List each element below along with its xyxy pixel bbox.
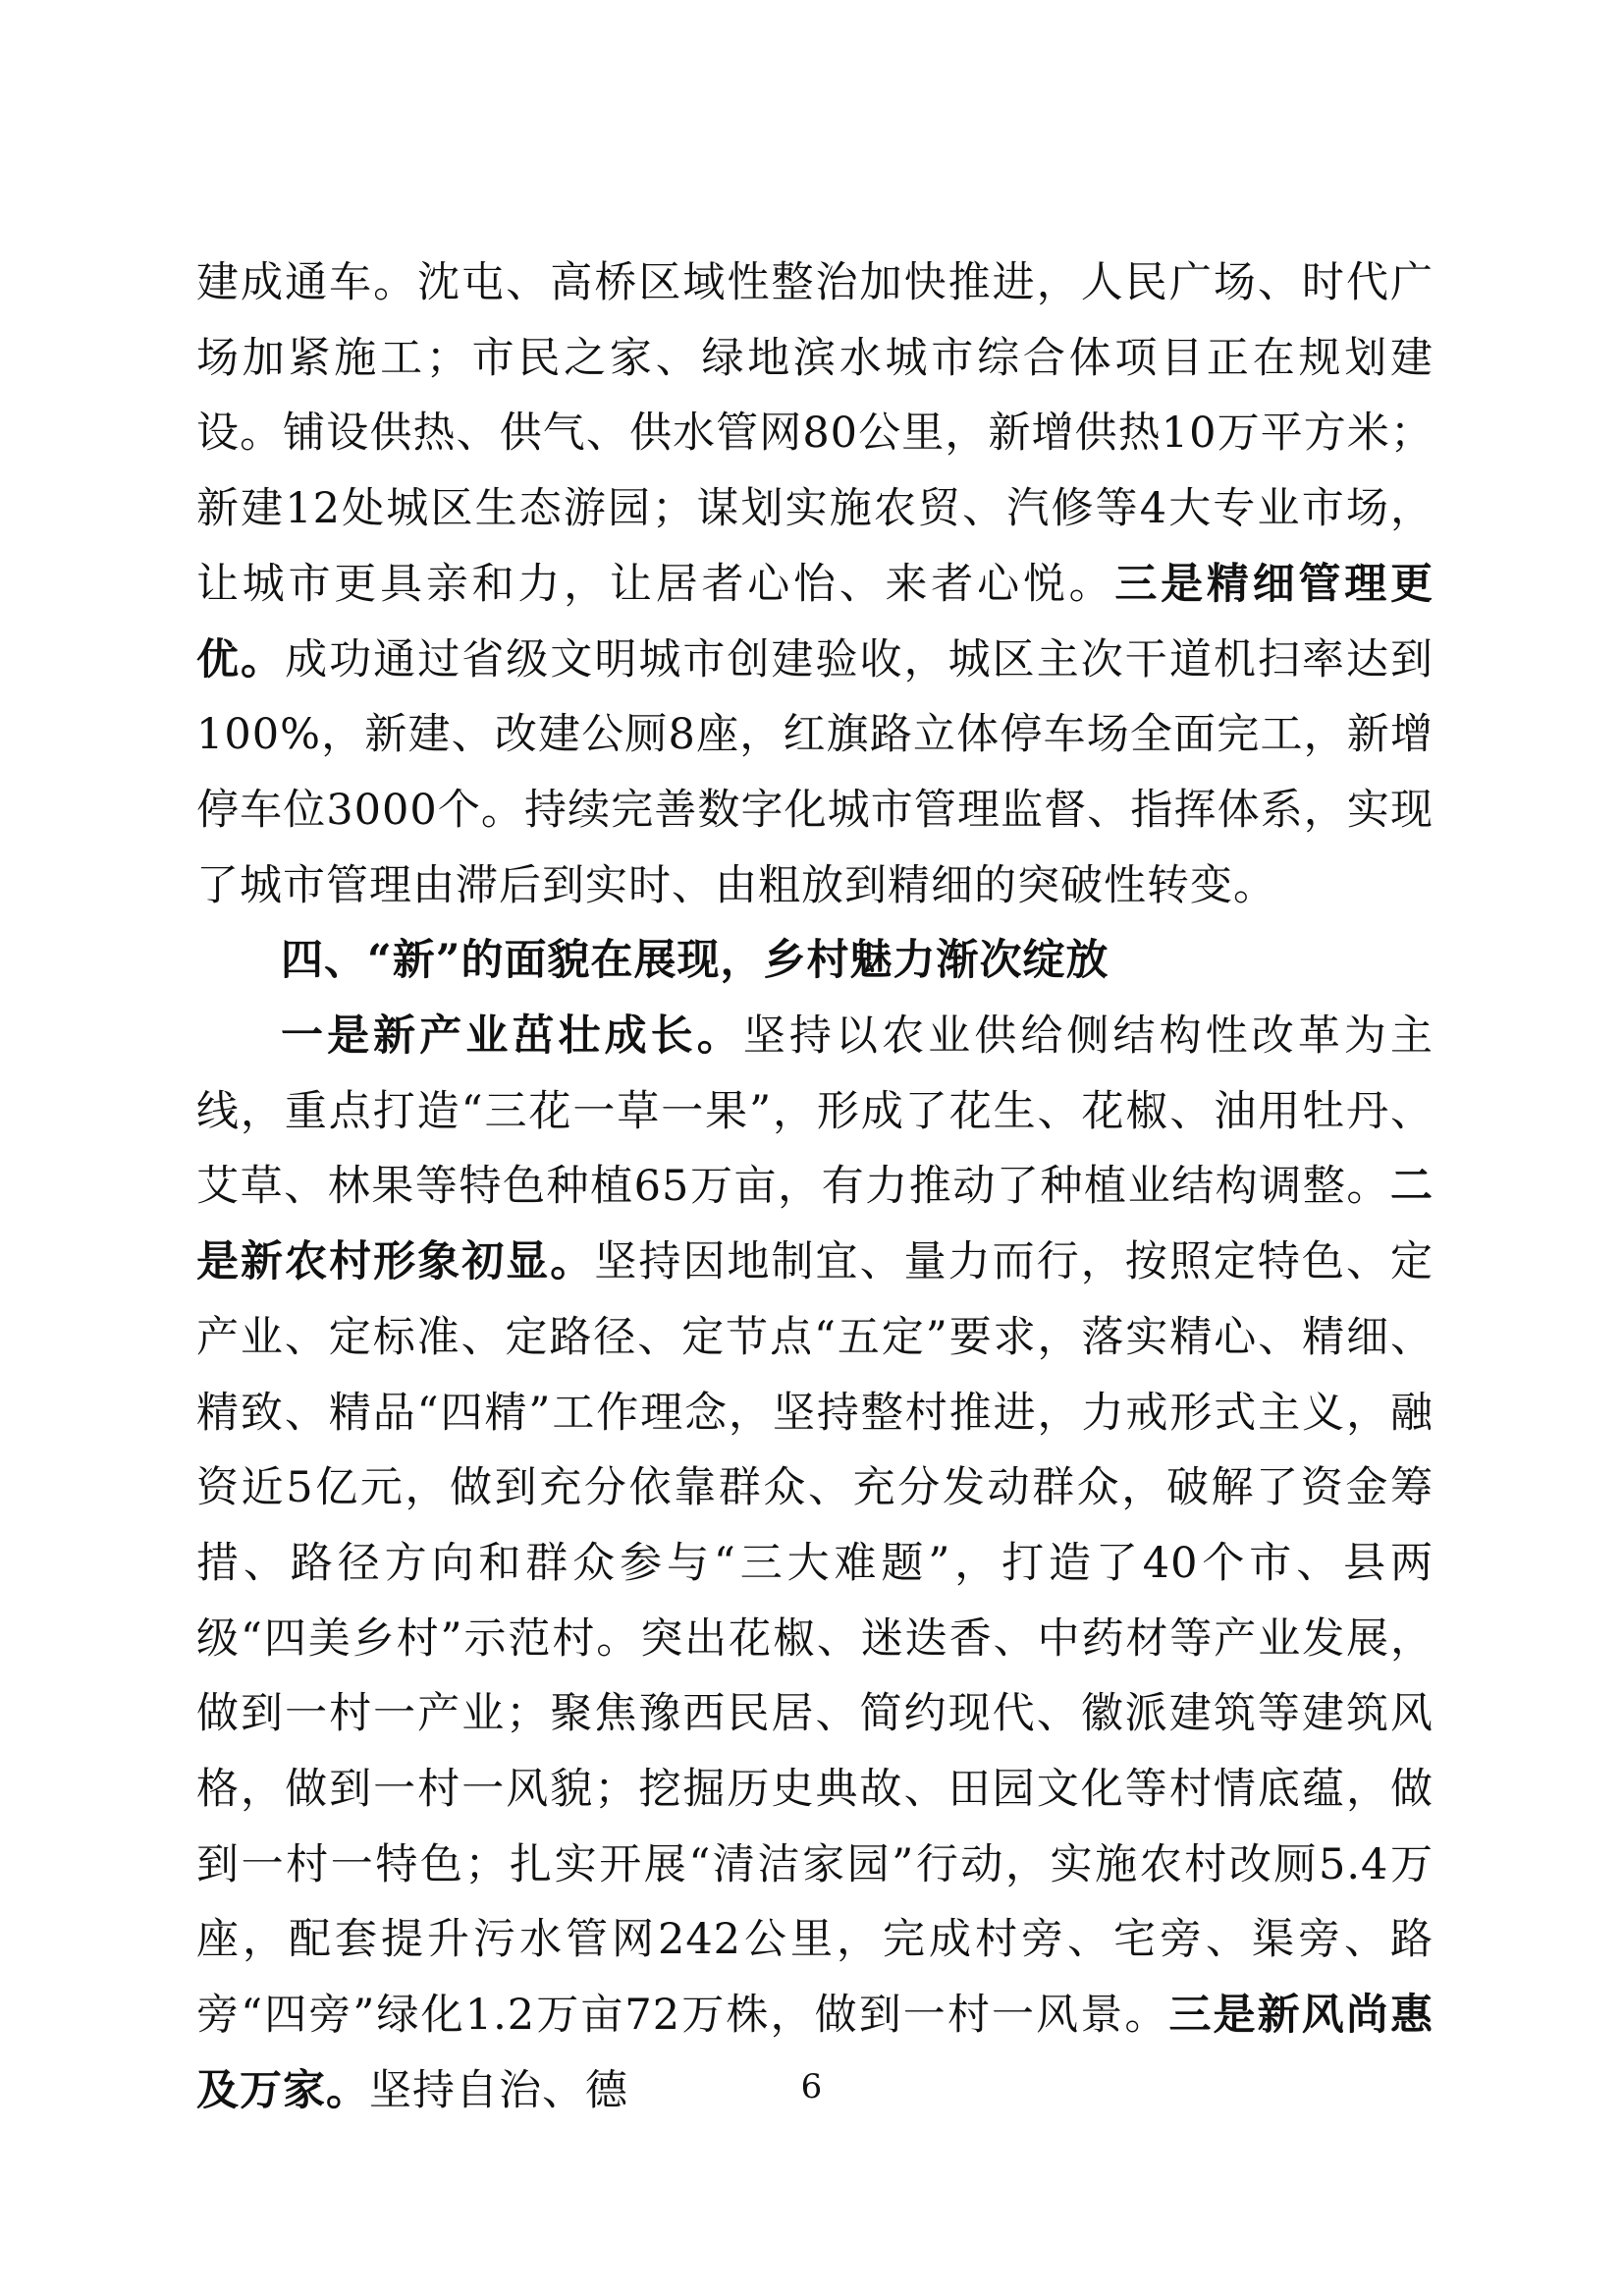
paragraph-text: 坚持自治、德 <box>369 2065 628 2115</box>
section-heading-four: 四、“新”的面貌在展现，乡村魅力渐次绽放 <box>281 936 1109 986</box>
emphasis-new-industry: 一是新产业茁壮成长。 <box>281 1011 743 1062</box>
page-number: 6 <box>800 2067 823 2106</box>
emphasis-new-village: 二是新农村形象初显。 <box>196 1162 1434 1287</box>
paragraph-urban-construction <box>196 246 1434 923</box>
paragraph-text: 坚持以农业供给侧结构性改革为主线，重点打造“三花一草一果”，形成了花生、花椒、油用牡丹、艾草、林果等特色种植65万亩，有力推动了种植业结构调整。 <box>196 1011 1434 1212</box>
emphasis-new-custom: 三是新风尚惠及万家。 <box>196 1991 1434 2115</box>
paragraph-text: 成功通过省级文明城市创建验收，城区主次干道机扫率达到100%，新建、改建公厕8座，红旗路立体停车场全面完工，新增停车位3000个。持续完善数字化城市管理监督、指挥体系，实现了城市管理由滞后到实时、由粗放到精细的突破性转变。 <box>196 634 1434 910</box>
paragraph-text: 建成通车。沈屯、高桥区域性整治加快推进，人民广场、时代广场加紧施工；市民之家、绿地滨水城市综合体项目正在规划建设。铺设供热、供气、供水管网80公里，新增供热10万平方米；新建12处城区生态游园；谋划实施农贸、汽修等4大专业市场，让城市更具亲和力，让居者心怡、来者心悦。 <box>196 258 1434 609</box>
paragraph-text: 坚持因地制宜、量力而行，按照定特色、定产业、定标准、定路径、定节点“五定”要求，落实精心、精细、精致、精品“四精”工作理念，坚持整村推进，力戒形式主义，融资近5亿元，做到充分依靠群众、充分发动群众，破解了资金筹措、路径方向和群众参与“三大难题”，打造了40个市、县两级“四美乡村”示范村。突出花椒、迷迭香、中药材等产业发展，做到一村一产业；聚焦豫西民居、简约现代、徽派建筑等建筑风格，做到一村一风貌；挖掘历史典故、田园文化等村情底蕴，做到一村一特色；扎实开展“清洁家园”行动，实施农村改厕5.4万座，配套提升污水管网242公里，完成村旁、宅旁、渠旁、路旁“四旁”绿化1.2万亩72万株，做到一村一风景。 <box>196 1237 1434 2041</box>
body-text <box>196 246 1434 2129</box>
emphasis-fine-management: 三是精细管理更优。 <box>196 559 1434 684</box>
paragraph-rural-development <box>196 999 1434 2129</box>
